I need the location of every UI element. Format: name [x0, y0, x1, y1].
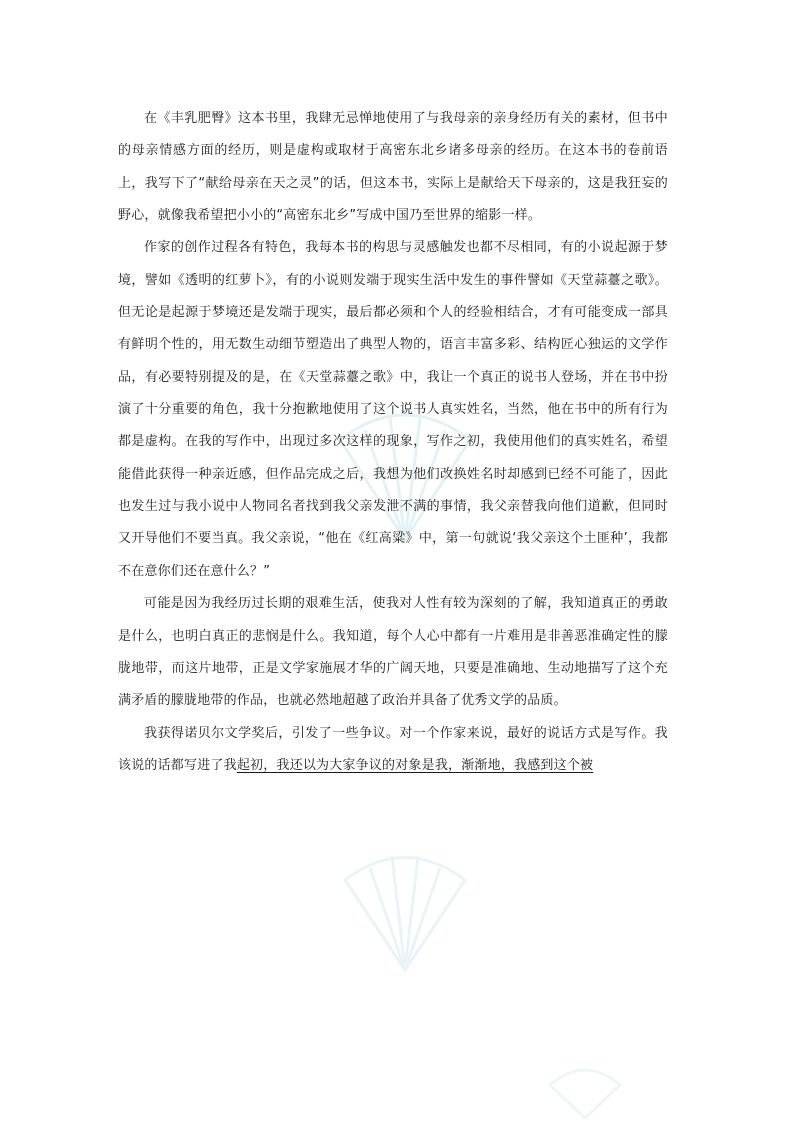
paragraph-1: 在《丰乳肥臀》这本书里，我肆无忌惮地使用了与我母亲的亲身经历有关的素材，但书中的母亲情感方面的经历，则是虚构或取材于高密东北乡诸多母亲的经历。在这本书的卷前语上，我写下了“献给母亲在天之灵”的话，但这本书，实际上是献给天下母亲的，这是我狂妄的野心，就像我希望把小小的“高密东北乡”写成中国乃至世界的缩影一样。: [118, 111, 668, 224]
paragraph-2: 作家的创作过程各有特色，我每本书的构思与灵感触发也都不尽相同，有的小说起源于梦境，譬如《透明的红萝卜》，有的小说则发端于现实生活中发生的事件譬如《天堂蒜薹之歌》。但无论是起源于梦境还是发端于现实，最后都必须和个人的经验相结合，才有可能变成一部具有鲜明个性的，用无数生动细节塑造出了典型人物的，语言丰富多彩、结构匠心独运的文学作品，有必要特别提及的是，在《天堂蒜薹之歌》中，我让一个真正的说书人登场，并在书中扮演了十分重要的角色，我十分抱歉地使用了这个说书人真实姓名，当然，他在书中的所有行为都是虚构。在我的写作中，出现过多次这样的现象，写作之初，我使用他们的真实姓名，希望能借此获得一种亲近感，但作品完成之后，我想为他们改换姓名时却感到已经不可能了，因此也发生过与我小说中人物同名者找到我父亲发泄不满的事情，我父亲替我向他们道歉，但同时又开导他们不要当真。我父亲说，“他在《红高粱》中，第一句就说‘我父亲这个土匪种’，我都不在意你们还在意什么？”: [118, 240, 668, 579]
document-body: [118, 103, 668, 782]
paragraph-3: 可能是因为我经历过长期的艰难生活，使我对人性有较为深刻的了解，我知道真正的勇敢是什么，也明白真正的悲悯是什么。我知道，每个人心中都有一片难用是非善恶准确定性的朦胧地带，而这片地带，正是文学家施展才华的广阔天地，只要是准确地、生动地描写了这个充满矛盾的朦胧地带的作品，也就必然地超越了政治并具备了优秀文学的品质。: [118, 596, 668, 709]
shell-watermark-icon: [330, 840, 480, 980]
paragraph-4-text: 我获得诺贝尔文学奖后，引发了一些争议。对一个作家来说，最好的说话方式是写作。我该说的话都写进了我: [118, 725, 668, 773]
paragraph-4: [118, 718, 668, 783]
shell-watermark-icon: [540, 1060, 630, 1120]
paragraph-4-underlined-text: 起初，我还以为大家争议的对象是我，渐渐地，我感到这个被: [236, 757, 594, 773]
